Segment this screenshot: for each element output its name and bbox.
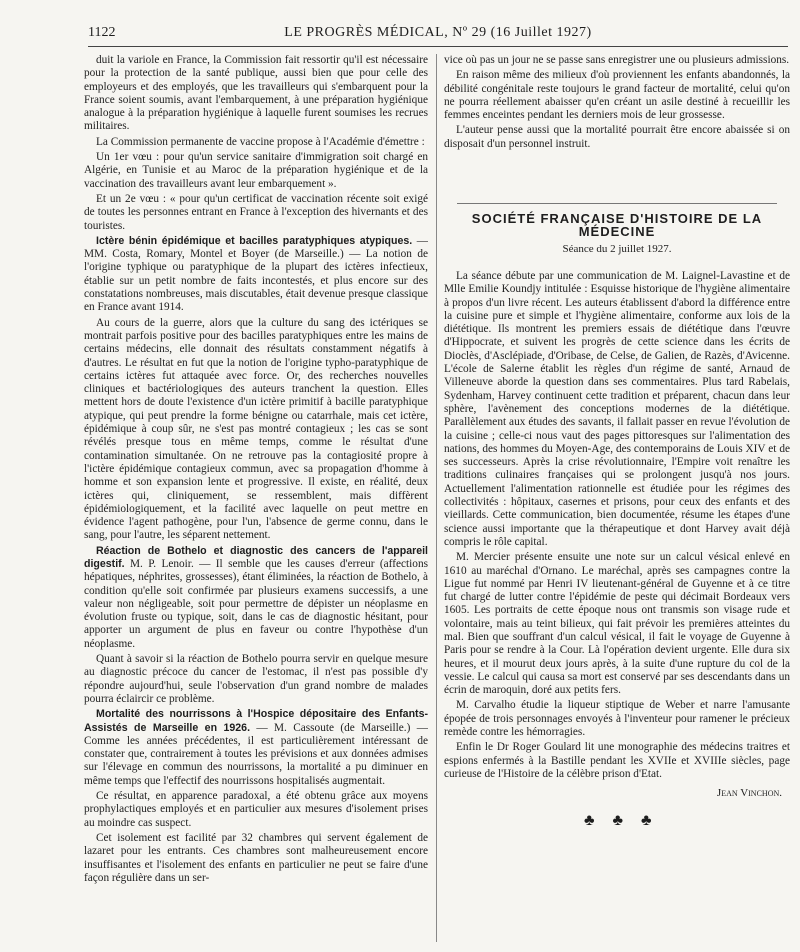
right-column xyxy=(444,54,790,944)
paragraph: Ce résultat, en apparence paradoxal, a été obtenu grâce aux moyens prophylactiques employés et en particulier aux mesures d'isolement prises au moindre cas suspect. xyxy=(84,790,428,829)
paragraph: Cet isolement est facilité par 32 chambres qui servent également de lazaret pour les entrants. Ces chambres sont malheureusement encore insuffisantes et l'isolement des enfants en particulier ne peut se faire d'une façon régulière dans un ser- xyxy=(84,831,428,884)
paragraph: Au cours de la guerre, alors que la culture du sang des ictériques se montrait parfois positive pour des bacilles paratyphiques entre les mains de certains médecins, elle donnait des résultats constamment négatifs à d'autres. Le résultat en fut que la notion de l'origine typho-paratyphique de certains ictères fut attaquée avec force. Or, des recherches nouvelles cliniques et bactériologiques des auteurs tranchent la question. Elles mettent hors de doute l'existence d'un ictère primitif à bacille paratyphique atypique, qui peut prendre la forme bénigne ou catarrhale, mais cet ictère, épidémique à coup sûr, ne s'est pas montré contagieux ; les cas se sont révélés presque tous en même temps, comme le résultat d'une contamination simultanée. On ne retrouve pas la contagiosité propre à l'ictère épidémique contagieux commun, avec sa propagation d'homme à homme et son expansion lente et progressive. Il existe, en réalité, deux ictères qui, cliniquement, se ressemblent, mais diffèrent épidémiologiquement, et la facilité avec laquelle on peut mettre en évidence l'agent pathogène, pour l'un, l'absence de germe connu, dans le sang, pour l'autre, les séparent nettement. xyxy=(84,316,428,542)
paragraph: Un 1er vœu : pour qu'un service sanitaire d'immigration soit chargé en Algérie, en Tunisie et au Maroc de la préparation hygiénique et de la vaccination des travailleurs avant leur embarquement ». xyxy=(84,151,428,190)
section-paragraph xyxy=(84,708,428,788)
paragraph: Et un 2e vœu : « pour qu'un certificat de vaccination récente soit exigé de toutes les personnes entrant en France à l'exception des hivernants et des touristes. xyxy=(84,192,428,232)
ornament-glyph: ♣ xyxy=(612,812,623,829)
paragraph: M. Carvalho étudie la liqueur stiptique de Weber et narre l'amusante épopée de trois personnages envoyés à l'inventeur pour ramener le précieux remède contre les hémorragies. xyxy=(444,699,790,739)
section-heading: Mortalité des nourrissons à l'Hospice dépositaire des Enfants-Assistés de Marseille en 1926. xyxy=(84,708,428,734)
column-divider xyxy=(436,54,437,942)
author-signature: Jean Vinchon. xyxy=(716,787,782,800)
right-column-top xyxy=(444,54,790,151)
section-heading: Ictère bénin épidémique et bacilles paratyphiques atypiques. xyxy=(96,234,413,247)
section-heading: Réaction de Bothelo et diagnostic des cancers de l'appareil digestif. xyxy=(84,544,428,570)
session-date: Séance du 2 juillet 1927. xyxy=(562,242,672,255)
ornament-glyph: ♣ xyxy=(641,812,652,829)
section-paragraph xyxy=(84,235,428,315)
ornament xyxy=(584,812,684,832)
paragraph: duit la variole en France, la Commission fait ressortir qu'il est nécessaire pour la protection de la santé publique, aussi bien que pour celle des employeurs et des employés, que les travailleurs qui s'embarquent pour la France soient soumis, avant l'embarquement, à une préparation hygiénique analogue à la préparation hygiénique à laquelle furent soumises les recrues militaires. xyxy=(84,54,428,133)
ornament-glyph: ♣ xyxy=(584,812,595,829)
society-heading: SOCIÉTÉ FRANÇAISE D'HISTOIRE DE LA MÉDECINE xyxy=(457,203,777,239)
paragraph: Enfin le Dr Roger Goulard lit une monographie des médecins traitres et espions enfermés à la Bastille pendant les XVIIe et XVIIIe siècles, page curieuse de l'Histoire de la célèbre prison d'Etat. xyxy=(444,741,790,780)
section-text: — MM. Costa, Romary, Montel et Boyer (de Marseille.) — La notion de l'origine typhique ou paratyphique de la plupart des ictères infectieux, établie sur un petit nombre de faits incontestés, et plus encore sur des constatations nombreuses, mais discutables, était devenue presque classique en France avant 1914. xyxy=(84,234,428,314)
running-header xyxy=(88,22,788,47)
section-text: M. P. Lenoir. — Il semble que les causes d'erreur (affections hépatiques, néphrites, grossesses), étant éliminées, la réaction de Bothelo, à condition qu'elle soit confirmée par plusieurs examens successifs, a une valeur non négligeable, soit pour permettre de dépister un néoplasme en évolution fruste ou typique, soit, dans le cas de diagnostic hésitant, pour apporter un argument de plus en faveur ou contre l'hypothèse d'un néoplasme. xyxy=(84,557,428,650)
paragraph: Quant à savoir si la réaction de Bothelo pourra servir en quelque mesure au diagnostic précoce du cancer de l'estomac, il n'est pas possible d'y répondre aujourd'hui, seule l'observation d'un grand nombre de malades pourra éclaircir ce problème. xyxy=(84,653,428,705)
left-column xyxy=(84,54,428,944)
section-paragraph xyxy=(84,545,428,651)
paragraph: La séance débute par une communication de M. Laignel-Lavastine et de Mlle Emilie Koundjy intitulée : Esquisse historique de l'hygiène alimentaire à propos d'un livre récent. Les auteurs établissent d'abord la différence entre la cuisine pure et simple et l'hygiène alimentaire, conforme aux lois de la diététique. Ils montrent les premiers essais de diététique dans l'œuvre d'Hippocrate, et suivent les progrès de cette science dans les écrits de Dioclès, d'Asclépiade, d'Oribase, de Celse, de Galien, de Razès, d'Avicenne. L'école de Salerne établit les règles d'un régime de santé, Arnaud de Villeneuve aborde la question dans ses commentaires. Plus tard Rabelais, Sydenham, Harvey continuent cette tradition et préparent, chacun dans leur sphère, l'avènement des conceptions modernes de la diététique. Parallèlement aux études des savants, il fallait passer en revue l'évolution de la cuisine ; celle-ci nous vaut des pages pittoresques sur l'alimentation des nations, des hommes du Moyen-Age, des contemporains de Louis XIV et de ses successeurs. Après la crise révolutionnaire, l'Empire voit renaître les traditions culinaires françaises qui se prolongent jusqu'à nos jours. Actuellement l'alimentation rationnelle est étudiée pour les régimes des collectivités : hôpitaux, casernes et prisons, pour ceux des enfants et des vieillards. Cette communication, bien documentée, résume les étapes d'une science aussi importante que la thérapeutique et dont Harvey avait déjà compris le rôle capital. xyxy=(444,269,790,548)
paragraph: L'auteur pense aussi que la mortalité pourrait être encore abaissée si on disposait d'un personnel instruit. xyxy=(444,124,790,150)
right-column-bottom xyxy=(444,270,790,781)
journal-title: LE PROGRÈS MÉDICAL, Nº 29 (16 Juillet 1927) xyxy=(284,25,592,40)
paragraph: En raison même des milieux d'où proviennent les enfants abandonnés, la débilité congénitale reste toujours le grand facteur de mortalité, celui qu'on ne pourra réellement abaisser qu'en créant un asile destiné à recueillir les femmes enceintes pendant les derniers mois de leur grossesse. xyxy=(444,69,790,122)
paragraph: vice où pas un jour ne se passe sans enregistrer une ou plusieurs admissions. xyxy=(444,54,790,66)
page-number: 1122 xyxy=(88,25,116,40)
paragraph: M. Mercier présente ensuite une note sur un calcul vésical enlevé en 1610 au maréchal d'Ornano. Le maréchal, après ses campagnes contre la Ligue fut nommé par Henri IV lieutenant-général de Guyenne et à ce titre fut chargé de lutter contre l'épidémie de peste qui décimait Bordeaux vers 1605. Les portraits de cette époque nous ont transmis son visage rude et volontaire, mais au teint bilieux, qui fait prévoir les premières atteintes du mal. Bien que souffrant d'un calcul vésical, il fait le voyage de Guyenne à Paris pour se rendre à la Cour. Là l'opération devient urgente. Elle dura six heures, et il mourut deux jours après, à la suite d'une rupture du col de la vessie. Le calcul qui causa sa mort est conservé par ses descendants dans un écrin de maroquin, doré aux petits fers. xyxy=(444,551,790,697)
section-text: — M. Cassoute (de Marseille.) — Comme les années précédentes, il est particulièrement intéressant de constater que, contrairement à toutes les prévisions et aux données admises sur l'élevage en commun des nourrissons, la mortalité a pu diminuer en même temps que l'effectif des nourrissons hospitalisés augmentait. xyxy=(84,721,428,787)
paragraph: La Commission permanente de vaccine propose à l'Académie d'émettre : xyxy=(96,135,425,148)
